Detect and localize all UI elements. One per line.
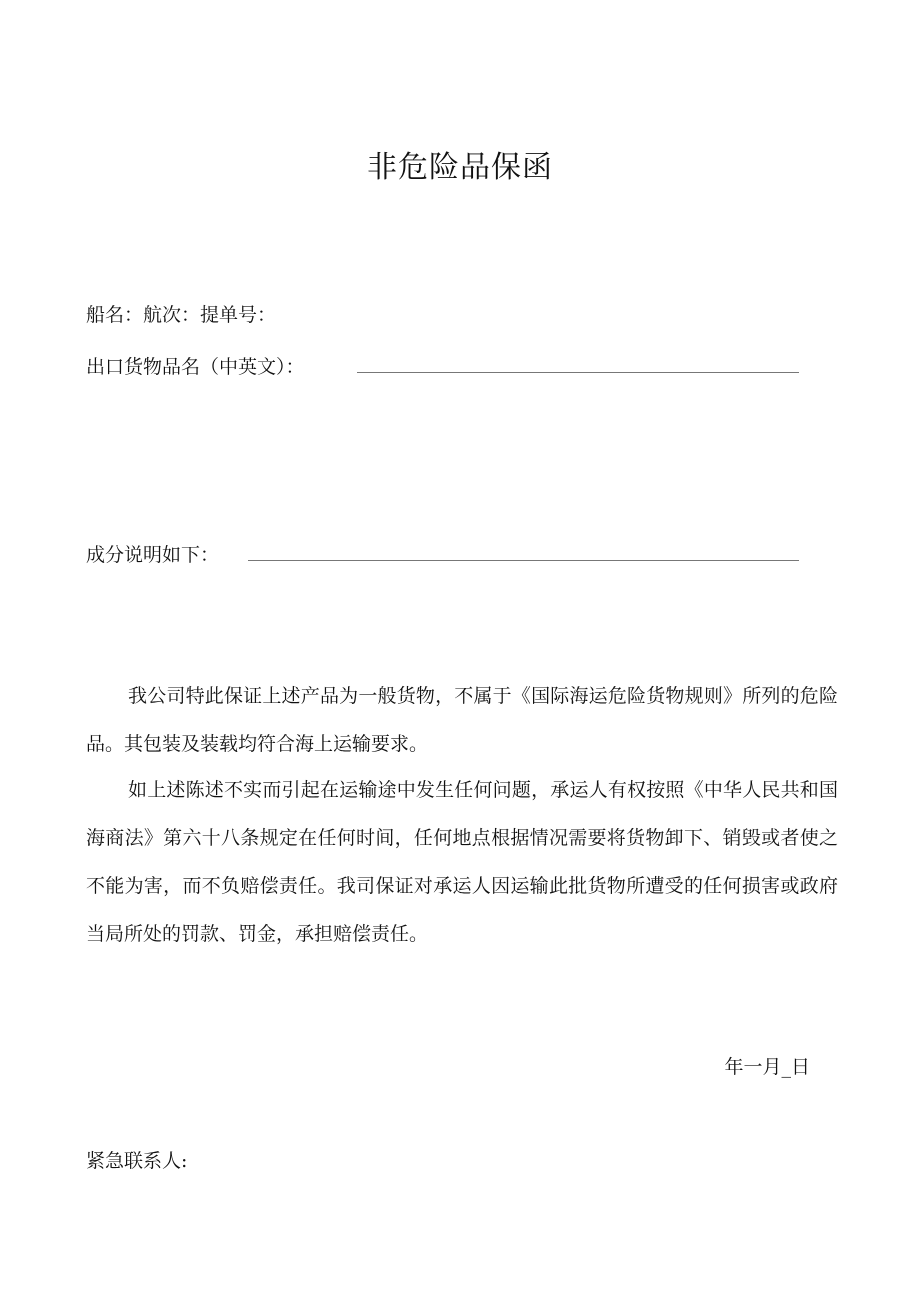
liability-paragraph: 如上述陈述不实而引起在运输途中发生任何问题，承运人有权按照《中华人民共和国海商法》第六十八条规定在任何时间，任何地点根据情况需要将货物卸下、销毁或者使之不能为害，而不负赔偿责任。我司保证对承运人因运输此批货物所遭受的任何损害或政府当局所处的罚款、罚金，承担赔偿责任。 (86, 779, 838, 945)
document-title: 非危险品保函 (367, 150, 553, 185)
guarantee-paragraph: 我公司特此保证上述产品为一般货物，不属于《国际海运危险货物规则》所列的危险品。其包装及装载均符合海上运输要求。 (86, 685, 838, 755)
ship-voyage-bl-line: 船名：航次：提单号： (86, 304, 277, 326)
composition-blank (248, 560, 799, 561)
emergency-contact-label: 紧急联系人: (86, 1150, 188, 1172)
date-line: 年一月_日 (724, 1056, 810, 1078)
cargo-name-blank (357, 372, 799, 373)
cargo-name-label: 出口货物品名（中英文）： (86, 356, 305, 378)
composition-label: 成分说明如下： (86, 544, 220, 566)
